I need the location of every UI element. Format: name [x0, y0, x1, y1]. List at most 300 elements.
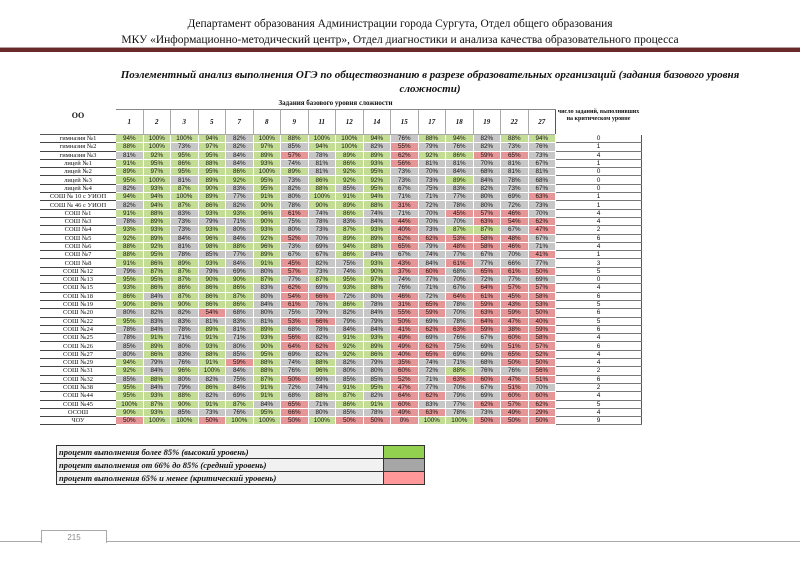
- org-name: СОШ №6: [41, 242, 116, 250]
- critical-count-cell: 1: [556, 159, 642, 167]
- percent-cell: 63%: [418, 408, 446, 416]
- percent-cell: 85%: [336, 408, 364, 416]
- table-row: [41, 209, 642, 217]
- percent-cell: 62%: [418, 392, 446, 400]
- percent-cell: 93%: [198, 342, 226, 350]
- percent-cell: 95%: [116, 317, 144, 325]
- table-row: [41, 234, 642, 242]
- percent-cell: 100%: [308, 135, 336, 143]
- percent-cell: 74%: [418, 359, 446, 367]
- percent-cell: 89%: [363, 234, 391, 242]
- page-number: 215: [41, 530, 107, 543]
- table-row: [41, 242, 642, 250]
- percent-cell: 83%: [226, 184, 254, 192]
- percent-cell: 67%: [501, 226, 529, 234]
- percent-cell: 88%: [308, 392, 336, 400]
- percent-cell: 89%: [336, 234, 364, 242]
- percent-cell: 81%: [418, 159, 446, 167]
- percent-cell: 83%: [171, 317, 199, 325]
- table-row: [41, 135, 642, 143]
- percent-cell: 93%: [198, 226, 226, 234]
- percent-cell: 76%: [446, 334, 474, 342]
- percent-cell: 73%: [501, 143, 529, 151]
- task-column-header: 3: [171, 110, 199, 135]
- percent-cell: 83%: [143, 317, 171, 325]
- percent-cell: 84%: [226, 259, 254, 267]
- percent-cell: 59%: [418, 309, 446, 317]
- percent-cell: 53%: [446, 234, 474, 242]
- org-name: СОШ №26: [41, 342, 116, 350]
- percent-cell: 92%: [336, 176, 364, 184]
- percent-cell: 80%: [473, 193, 501, 201]
- percent-cell: 91%: [143, 334, 171, 342]
- table-row: [41, 168, 642, 176]
- org-name: СОШ №19: [41, 300, 116, 308]
- percent-cell: 88%: [116, 143, 144, 151]
- percent-cell: 80%: [281, 226, 309, 234]
- percent-cell: 62%: [528, 400, 556, 408]
- percent-cell: 50%: [501, 359, 529, 367]
- percent-cell: 71%: [528, 242, 556, 250]
- percent-cell: 84%: [363, 251, 391, 259]
- percent-cell: 70%: [418, 168, 446, 176]
- percent-cell: 89%: [253, 325, 281, 333]
- percent-cell: 66%: [308, 317, 336, 325]
- header-line-1: Департамент образования Администрации города Сургута, Отдел общего образования: [187, 18, 613, 30]
- percent-cell: 88%: [446, 367, 474, 375]
- percent-cell: 80%: [363, 367, 391, 375]
- percent-cell: 100%: [418, 417, 446, 425]
- table-row: [41, 251, 642, 259]
- percent-cell: 86%: [143, 350, 171, 358]
- percent-cell: 80%: [226, 226, 254, 234]
- percent-cell: 79%: [143, 359, 171, 367]
- percent-cell: 72%: [418, 292, 446, 300]
- org-name: СОШ №27: [41, 350, 116, 358]
- percent-cell: 80%: [253, 309, 281, 317]
- percent-cell: 82%: [171, 309, 199, 317]
- table-row: [41, 151, 642, 159]
- critical-count-cell: 4: [556, 217, 642, 225]
- critical-count-cell: 4: [556, 242, 642, 250]
- org-name: лицей №3: [41, 176, 116, 184]
- percent-cell: 83%: [336, 217, 364, 225]
- percent-cell: 52%: [528, 350, 556, 358]
- percent-cell: 82%: [473, 135, 501, 143]
- percent-cell: 74%: [281, 359, 309, 367]
- legend-swatch: [384, 472, 425, 485]
- percent-cell: 87%: [171, 292, 199, 300]
- percent-cell: 95%: [116, 176, 144, 184]
- percent-cell: 76%: [446, 143, 474, 151]
- percent-cell: 93%: [363, 226, 391, 234]
- percent-cell: 93%: [143, 184, 171, 192]
- percent-cell: 47%: [391, 383, 419, 391]
- percent-cell: 76%: [281, 367, 309, 375]
- percent-cell: 84%: [336, 325, 364, 333]
- percent-cell: 70%: [446, 276, 474, 284]
- percent-cell: 93%: [363, 334, 391, 342]
- percent-cell: 91%: [363, 400, 391, 408]
- percent-cell: 73%: [308, 226, 336, 234]
- percent-cell: 86%: [198, 383, 226, 391]
- percent-cell: 73%: [171, 226, 199, 234]
- percent-cell: 86%: [226, 300, 254, 308]
- percent-cell: 84%: [363, 217, 391, 225]
- org-name: ЧОУ: [41, 417, 116, 425]
- percent-cell: 87%: [473, 226, 501, 234]
- percent-cell: 57%: [473, 209, 501, 217]
- percent-cell: 74%: [363, 209, 391, 217]
- percent-cell: 87%: [336, 392, 364, 400]
- percent-cell: 82%: [308, 350, 336, 358]
- percent-cell: 86%: [226, 168, 254, 176]
- percent-cell: 88%: [253, 359, 281, 367]
- percent-cell: 77%: [501, 276, 529, 284]
- percent-cell: 89%: [336, 201, 364, 209]
- percent-cell: 68%: [473, 168, 501, 176]
- percent-cell: 62%: [308, 342, 336, 350]
- percent-cell: 73%: [473, 408, 501, 416]
- percent-cell: 85%: [198, 251, 226, 259]
- percent-cell: 77%: [473, 259, 501, 267]
- critical-count-cell: 0: [556, 276, 642, 284]
- percent-cell: 71%: [418, 284, 446, 292]
- percent-cell: 50%: [528, 417, 556, 425]
- percent-cell: 82%: [363, 143, 391, 151]
- critical-count-cell: 6: [556, 342, 642, 350]
- percent-cell: 80%: [281, 193, 309, 201]
- percent-cell: 60%: [391, 367, 419, 375]
- percent-cell: 93%: [116, 226, 144, 234]
- percent-cell: 73%: [501, 184, 529, 192]
- table-row: [41, 325, 642, 333]
- percent-cell: 96%: [198, 234, 226, 242]
- task-column-header: 18: [446, 110, 474, 135]
- percent-cell: 80%: [116, 350, 144, 358]
- percent-cell: 50%: [391, 317, 419, 325]
- percent-cell: 82%: [363, 392, 391, 400]
- percent-cell: 95%: [171, 168, 199, 176]
- percent-cell: 82%: [143, 309, 171, 317]
- percent-cell: 72%: [501, 201, 529, 209]
- table-row: [41, 159, 642, 167]
- percent-cell: 91%: [198, 400, 226, 408]
- percent-cell: 74%: [308, 209, 336, 217]
- table-row: [41, 383, 642, 391]
- percent-cell: 91%: [198, 334, 226, 342]
- table-row: [41, 267, 642, 275]
- percent-cell: 71%: [226, 217, 254, 225]
- percent-cell: 74%: [336, 267, 364, 275]
- percent-cell: 63%: [473, 217, 501, 225]
- percent-cell: 67%: [473, 251, 501, 259]
- percent-cell: 82%: [281, 184, 309, 192]
- percent-cell: 48%: [446, 242, 474, 250]
- percent-cell: 86%: [198, 292, 226, 300]
- percent-cell: 78%: [171, 251, 199, 259]
- task-column-header: 1: [116, 110, 144, 135]
- percent-cell: 68%: [446, 267, 474, 275]
- percent-cell: 89%: [143, 217, 171, 225]
- task-column-header: 22: [501, 110, 529, 135]
- percent-cell: 75%: [446, 342, 474, 350]
- percent-cell: 85%: [336, 184, 364, 192]
- percent-cell: 70%: [418, 217, 446, 225]
- percent-cell: 86%: [336, 251, 364, 259]
- percent-cell: 72%: [336, 292, 364, 300]
- percent-cell: 92%: [363, 176, 391, 184]
- percent-cell: 63%: [446, 325, 474, 333]
- percent-cell: 77%: [418, 383, 446, 391]
- percent-cell: 96%: [308, 367, 336, 375]
- org-name: СОШ №44: [41, 392, 116, 400]
- percent-cell: 74%: [391, 276, 419, 284]
- task-column-header: 11: [308, 110, 336, 135]
- org-name: СОШ №15: [41, 284, 116, 292]
- percent-cell: 73%: [391, 176, 419, 184]
- percent-cell: 76%: [226, 408, 254, 416]
- percent-cell: 88%: [143, 209, 171, 217]
- percent-cell: 57%: [528, 284, 556, 292]
- percent-cell: 54%: [501, 217, 529, 225]
- percent-cell: 66%: [308, 292, 336, 300]
- percent-cell: 100%: [253, 168, 281, 176]
- percent-cell: 58%: [528, 334, 556, 342]
- task-column-header: 5: [198, 110, 226, 135]
- task-column-header: 15: [391, 110, 419, 135]
- table-row: [41, 317, 642, 325]
- percent-cell: 77%: [226, 193, 254, 201]
- critical-count-cell: 0: [556, 168, 642, 176]
- task-column-header: 8: [253, 110, 281, 135]
- percent-cell: 54%: [198, 309, 226, 317]
- percent-cell: 95%: [363, 184, 391, 192]
- percent-cell: 80%: [473, 201, 501, 209]
- percent-cell: 69%: [308, 242, 336, 250]
- critical-count-cell: 1: [556, 251, 642, 259]
- percent-cell: 91%: [198, 359, 226, 367]
- percent-cell: 55%: [391, 309, 419, 317]
- percent-cell: 49%: [391, 408, 419, 416]
- percent-cell: 81%: [171, 176, 199, 184]
- percent-cell: 91%: [253, 193, 281, 201]
- percent-cell: 81%: [116, 151, 144, 159]
- percent-cell: 90%: [198, 184, 226, 192]
- percent-cell: 88%: [363, 242, 391, 250]
- percent-cell: 59%: [528, 325, 556, 333]
- percent-cell: 98%: [198, 242, 226, 250]
- percent-cell: 51%: [501, 383, 529, 391]
- percent-cell: 82%: [198, 375, 226, 383]
- percent-cell: 52%: [281, 234, 309, 242]
- percent-cell: 50%: [198, 417, 226, 425]
- percent-cell: 71%: [418, 193, 446, 201]
- percent-cell: 61%: [446, 259, 474, 267]
- percent-cell: 35%: [391, 359, 419, 367]
- percent-cell: 77%: [446, 251, 474, 259]
- percent-cell: 75%: [336, 259, 364, 267]
- percent-cell: 94%: [116, 359, 144, 367]
- percent-cell: 97%: [143, 168, 171, 176]
- org-name: гимназия №3: [41, 151, 116, 159]
- percent-cell: 91%: [336, 383, 364, 391]
- table-row: [41, 300, 642, 308]
- percent-cell: 92%: [116, 367, 144, 375]
- percent-cell: 76%: [391, 284, 419, 292]
- percent-cell: 100%: [336, 135, 364, 143]
- percent-cell: 71%: [171, 334, 199, 342]
- percent-cell: 78%: [501, 176, 529, 184]
- percent-cell: 91%: [116, 259, 144, 267]
- percent-cell: 100%: [308, 417, 336, 425]
- legend-swatch: [384, 446, 425, 459]
- percent-cell: 86%: [308, 176, 336, 184]
- percent-cell: 87%: [308, 276, 336, 284]
- header-line-2: МКУ «Информационно-методический центр», Отдел диагностики и анализа качества образовательного процесса: [121, 34, 679, 46]
- percent-cell: 100%: [446, 417, 474, 425]
- percent-cell: 80%: [363, 292, 391, 300]
- percent-cell: 95%: [171, 151, 199, 159]
- percent-cell: 83%: [446, 184, 474, 192]
- percent-cell: 95%: [116, 383, 144, 391]
- percent-cell: 50%: [363, 417, 391, 425]
- percent-cell: 72%: [418, 201, 446, 209]
- percent-cell: 76%: [308, 300, 336, 308]
- document-header: [0, 16, 800, 48]
- table-row: [41, 400, 642, 408]
- percent-cell: 93%: [143, 408, 171, 416]
- percent-cell: 50%: [528, 359, 556, 367]
- percent-cell: 75%: [281, 217, 309, 225]
- percent-cell: 86%: [143, 259, 171, 267]
- percent-cell: 89%: [143, 234, 171, 242]
- percent-cell: 71%: [226, 334, 254, 342]
- percent-cell: 61%: [281, 209, 309, 217]
- percent-cell: 69%: [418, 317, 446, 325]
- percent-cell: 53%: [528, 300, 556, 308]
- percent-cell: 90%: [253, 342, 281, 350]
- table-row: [41, 259, 642, 267]
- percent-cell: 86%: [336, 209, 364, 217]
- percent-cell: 95%: [363, 168, 391, 176]
- org-name: СОШ №31: [41, 367, 116, 375]
- percent-cell: 80%: [308, 408, 336, 416]
- percent-cell: 73%: [528, 151, 556, 159]
- percent-cell: 79%: [363, 317, 391, 325]
- percent-cell: 49%: [391, 342, 419, 350]
- percent-cell: 46%: [501, 242, 529, 250]
- percent-cell: 80%: [226, 342, 254, 350]
- percent-cell: 67%: [446, 284, 474, 292]
- percent-cell: 50%: [528, 267, 556, 275]
- percent-cell: 82%: [308, 334, 336, 342]
- percent-cell: 90%: [116, 300, 144, 308]
- percent-cell: 63%: [473, 309, 501, 317]
- task-column-header: 9: [281, 110, 309, 135]
- percent-cell: 84%: [226, 367, 254, 375]
- percent-cell: 82%: [336, 309, 364, 317]
- percent-cell: 71%: [418, 375, 446, 383]
- percent-cell: 89%: [198, 193, 226, 201]
- table-row: [41, 276, 642, 284]
- percent-cell: 82%: [226, 135, 254, 143]
- percent-cell: 95%: [143, 251, 171, 259]
- percent-cell: 86%: [171, 159, 199, 167]
- percent-cell: 49%: [501, 408, 529, 416]
- percent-cell: 80%: [253, 267, 281, 275]
- critical-count-cell: 6: [556, 309, 642, 317]
- table-row: [41, 284, 642, 292]
- percent-cell: 89%: [198, 176, 226, 184]
- percent-cell: 88%: [308, 359, 336, 367]
- task-number-row: [41, 110, 642, 135]
- percent-cell: 95%: [363, 383, 391, 391]
- table-row: [41, 375, 642, 383]
- percent-cell: 71%: [391, 193, 419, 201]
- table-row: [41, 292, 642, 300]
- percent-cell: 94%: [143, 201, 171, 209]
- percent-cell: 92%: [253, 234, 281, 242]
- percent-cell: 78%: [116, 334, 144, 342]
- percent-cell: 94%: [116, 193, 144, 201]
- percent-cell: 100%: [143, 135, 171, 143]
- table-row: [41, 408, 642, 416]
- percent-cell: 76%: [473, 367, 501, 375]
- percent-cell: 80%: [253, 292, 281, 300]
- percent-cell: 47%: [501, 317, 529, 325]
- percent-cell: 73%: [308, 267, 336, 275]
- percent-cell: 66%: [281, 408, 309, 416]
- percent-cell: 88%: [501, 135, 529, 143]
- percent-cell: 88%: [418, 135, 446, 143]
- critical-count-cell: 5: [556, 300, 642, 308]
- percent-cell: 91%: [116, 209, 144, 217]
- percent-cell: 93%: [116, 284, 144, 292]
- percent-cell: 72%: [418, 367, 446, 375]
- critical-count-cell: 4: [556, 209, 642, 217]
- percent-cell: 78%: [446, 201, 474, 209]
- percent-cell: 61%: [473, 292, 501, 300]
- percent-cell: 92%: [418, 151, 446, 159]
- percent-cell: 97%: [253, 143, 281, 151]
- percent-cell: 86%: [336, 300, 364, 308]
- percent-cell: 41%: [528, 251, 556, 259]
- percent-cell: 49%: [391, 334, 419, 342]
- tasks-group-header: Задания базового уровня сложности: [116, 97, 556, 110]
- percent-cell: 95%: [143, 159, 171, 167]
- percent-cell: 86%: [198, 300, 226, 308]
- percent-cell: 60%: [473, 375, 501, 383]
- critical-count-cell: 4: [556, 334, 642, 342]
- percent-cell: 91%: [253, 259, 281, 267]
- table-row: [41, 201, 642, 209]
- percent-cell: 90%: [363, 267, 391, 275]
- table-row: [41, 193, 642, 201]
- percent-cell: 83%: [253, 284, 281, 292]
- percent-cell: 77%: [446, 193, 474, 201]
- percent-cell: 54%: [281, 292, 309, 300]
- task-column-header: 17: [418, 110, 446, 135]
- percent-cell: 91%: [253, 392, 281, 400]
- percent-cell: 79%: [308, 309, 336, 317]
- percent-cell: 62%: [528, 217, 556, 225]
- org-name: СОШ №38: [41, 383, 116, 391]
- critical-count-cell: 1: [556, 193, 642, 201]
- percent-cell: 73%: [171, 143, 199, 151]
- percent-cell: 95%: [253, 184, 281, 192]
- percent-cell: 46%: [391, 292, 419, 300]
